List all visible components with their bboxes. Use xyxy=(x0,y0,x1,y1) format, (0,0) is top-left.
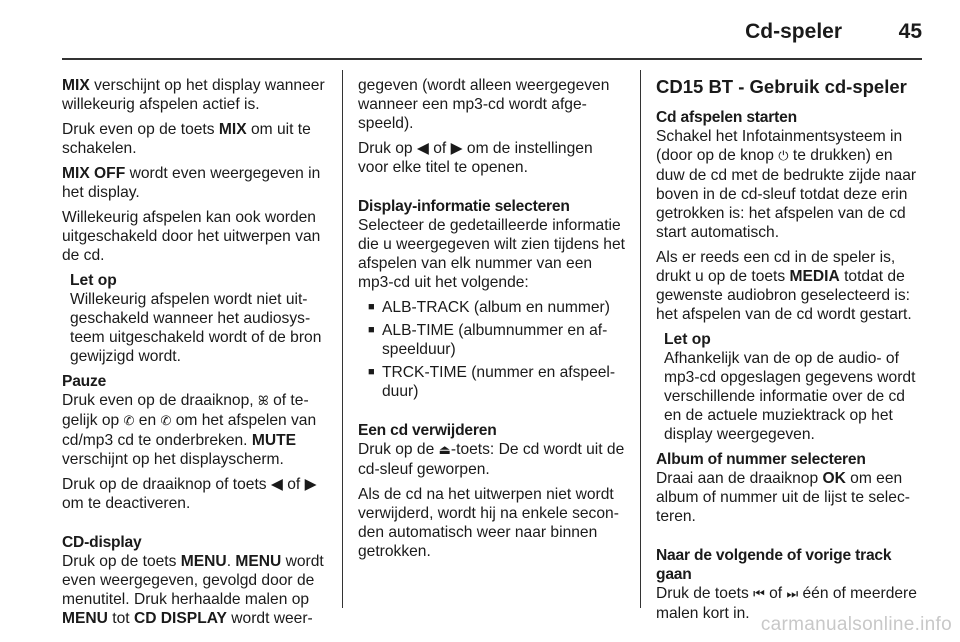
page-title: Cd-speler xyxy=(745,20,842,43)
paragraph: Druk even op de toets MIX om uit te schakelen. xyxy=(62,121,311,157)
note-heading: Let op xyxy=(70,272,117,289)
paragraph: Druk op de draaiknop of toets ◀ of ▶ om te deactiveren. xyxy=(62,476,317,512)
next-track-icon: ⏭ xyxy=(786,587,799,602)
page-number: 45 xyxy=(898,20,922,43)
paragraph: Als de cd na het uitwerpen niet wordt verwijderd, wordt hij na enkele seconden automatisch weer naar binnen getrokken. xyxy=(358,486,619,560)
power-icon: ⏻ xyxy=(778,149,789,164)
phone-icon: ✆ xyxy=(123,414,135,429)
note-box xyxy=(62,271,330,366)
column-1 xyxy=(62,76,330,634)
paragraph: MIX OFF wordt even weergegeven in het display. xyxy=(62,165,321,201)
column-divider xyxy=(640,70,641,608)
chapter-title: CD15 BT - Gebruik cd-speler xyxy=(656,76,907,97)
note-box xyxy=(656,330,922,444)
list-item: ■ TRCK-TIME (nummer en afspeelduur) xyxy=(368,363,626,401)
paragraph: Selecteer de gedetailleerde informatie die u weergegeven wilt zien tijdens het afspelen van elk nummer van een mp3-cd uit het volgende: xyxy=(358,217,625,291)
section-heading: Naar de volgende of vorige track gaan xyxy=(656,547,892,583)
paragraph: MIX verschijnt op het display wanneer willekeurig afspelen actief is. xyxy=(62,77,325,113)
knob-icon: ꕤ xyxy=(257,394,269,409)
column-2 xyxy=(358,76,626,567)
eject-icon: ⏏ xyxy=(438,443,451,458)
paragraph: Schakel het Infotainmentsysteem in (door op de knop ⏻ te drukken) en duw de cd met de bedrukte zijde naar boven in de cd-sleuf totdat deze erin getrokken is: het afspelen van de cd start automatisch. xyxy=(656,128,917,241)
section-heading: Display-informatie selecteren xyxy=(358,198,570,215)
paragraph: Willekeurig afspelen kan ook worden uitgeschakeld door het uitwerpen van de cd. xyxy=(62,209,321,264)
column-divider xyxy=(342,70,343,608)
page-header xyxy=(62,0,922,60)
column-3 xyxy=(656,76,922,629)
paragraph: Druk de toets ⏮ of ⏭ één of meerdere malen kort in. xyxy=(656,585,917,622)
paragraph: Draai aan de draaiknop OK om een album of nummer uit de lijst te selecteren. xyxy=(656,470,910,525)
section-heading: Een cd verwijderen xyxy=(358,422,497,439)
paragraph: Druk even op de draaiknop, ꕤ of tegelijk op ✆ en ✆ om het afspelen van cd/mp3 cd te onderbreken. MUTE verschijnt op het displayscherm. xyxy=(62,392,317,468)
note-heading: Let op xyxy=(664,331,711,348)
paragraph: Druk op de ⏏-toets: De cd wordt uit de cd-sleuf geworpen. xyxy=(358,441,625,478)
section-heading: Album of nummer selecteren xyxy=(656,451,866,468)
list-item: ■ ALB-TIME (albumnummer en afspeelduur) xyxy=(368,321,626,359)
bullet-list xyxy=(358,298,626,401)
note-text: Willekeurig afspelen wordt niet uitgeschakeld wanneer het audiosysteem uitgeschakeld wordt of de bron gewijzigd wordt. xyxy=(70,291,322,365)
list-item: ■ ALB-TRACK (album en nummer) xyxy=(368,298,626,317)
note-text: Afhankelijk van de op de audio- of mp3-cd opgeslagen gegevens wordt verschillende informatie over de cd en de actuele muziektrack op het display weergegeven. xyxy=(664,350,916,443)
section-heading: CD-display xyxy=(62,534,142,551)
previous-track-icon: ⏮ xyxy=(753,587,765,602)
phone-icon: ✆ xyxy=(160,414,172,429)
paragraph: Druk op ◀ of ▶ om de instellingen voor elke titel te openen. xyxy=(358,140,593,176)
paragraph: gegeven (wordt alleen weergegeven wanneer een mp3-cd wordt afgespeeld). xyxy=(358,77,610,132)
section-heading: Cd afspelen starten xyxy=(656,109,797,126)
paragraph: Druk op de toets MENU. MENU wordt even weergegeven, gevolgd door de menutitel. Druk herhaalde malen op MENU tot CD DISPLAY wordt weer- xyxy=(62,553,324,627)
paragraph: Als er reeds een cd in de speler is, drukt u op de toets MEDIA totdat de gewenste audiobron geselecteerd is: het afspelen van de cd wordt gestart. xyxy=(656,249,912,323)
section-heading: Pauze xyxy=(62,373,107,390)
watermark: carmanualsonline.info xyxy=(760,614,952,635)
